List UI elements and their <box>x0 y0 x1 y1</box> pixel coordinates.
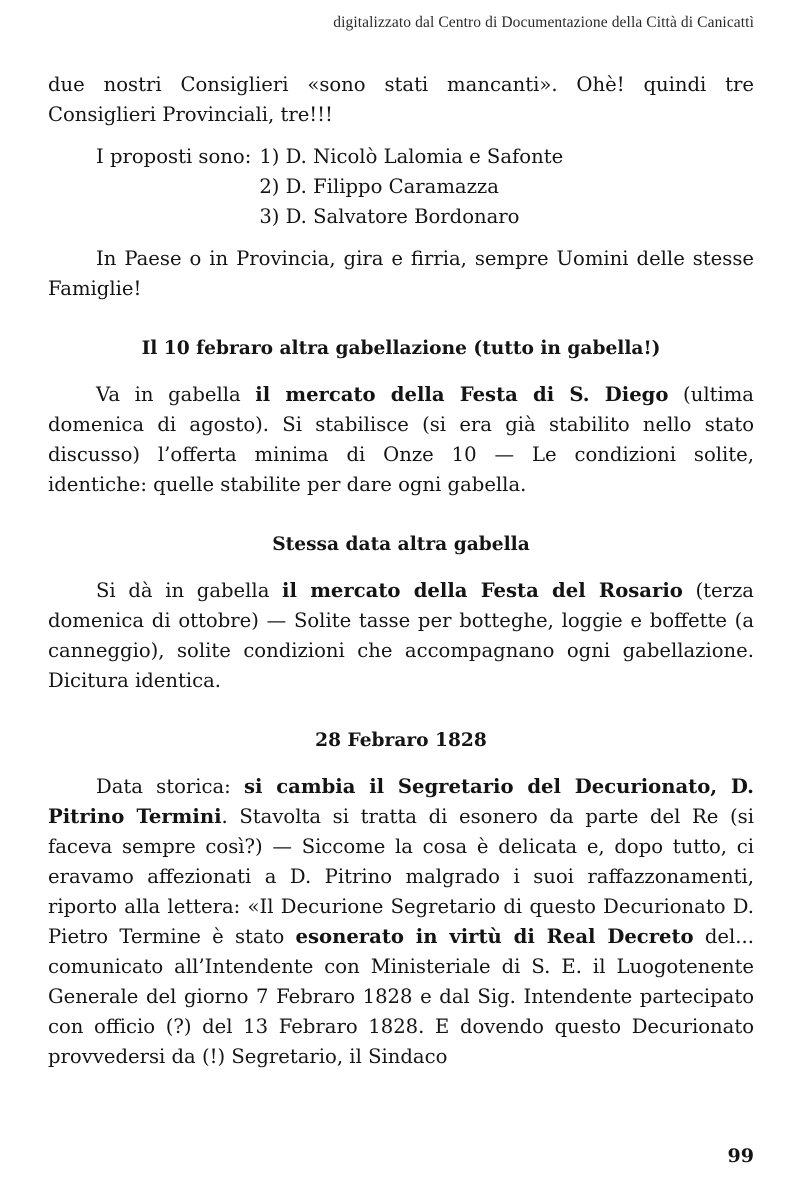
continuation-paragraph: due nostri Consiglieri «sono stati mancanti». Ohè! quindi tre Consiglieri Provinciali, tre!!! <box>48 73 754 126</box>
emphasis: esonerato in virtù di Real Decreto <box>295 925 694 948</box>
families-paragraph: In Paese o in Provincia, gira e firria, sempre Uomini delle stesse Famiglie! <box>48 247 754 300</box>
page-number: 99 <box>727 1145 754 1167</box>
emphasis: si cambia il Segretario del Decurionato, D. Pitrino Termini <box>48 775 754 828</box>
proposed-item-1: 1) D. Nicolò Lalomia e Safonte <box>259 145 564 168</box>
proposed-item-2: 2) D. Filippo Caramazza <box>259 175 499 198</box>
section-heading-1: Il 10 febraro altra gabellazione (tutto in gabella!) <box>141 338 661 359</box>
section-3-paragraph: Data storica: si cambia il Segretario del Decurionato, D. Pitrino Termini. Stavolta si tratta di esonero da parte del Re (si faceva sempre così?) — Siccome la cosa è delicata e, dopo tutto, ci eravamo affezionati a D. Pitrino malgrado i suoi raffazzonamenti, riporto alla lettera: «Il Decurione Segretario di questo Decurionato D. Pietro Termine è stato esonerato in virtù di Real Decreto del... comunicato all’Intendente con Ministeriale di S. E. il Luogotenente Generale del giorno 7 Febraro 1828 e dal Sig. Intendente partecipato con officio (?) del 13 Febraro 1828. E dovendo questo Decurionato provvedersi da (!) Segretario, il Sindaco <box>48 775 754 1068</box>
section-1-paragraph: Va in gabella il mercato della Festa di S. Diego (ultima domenica di agosto). Si stabilisce (si era già stabilito nello stato discusso) l’offerta minima di Onze 10 — Le condizioni solite, identiche: quelle stabilite per dare ogni gabella. <box>48 383 754 496</box>
emphasis: il mercato della Festa di S. Diego <box>255 383 669 406</box>
proposed-lead: I proposti sono: <box>96 145 252 168</box>
emphasis: il mercato della Festa del Rosario <box>282 579 683 602</box>
digitization-credit: digitalizzato dal Centro di Documentazione della Città di Canicattì <box>333 14 754 31</box>
section-heading-2: Stessa data altra gabella <box>272 534 530 555</box>
section-2-paragraph: Si dà in gabella il mercato della Festa del Rosario (terza domenica di ottobre) — Solite tasse per botteghe, loggie e boffette (a canneggio), solite condizioni che accompagnano ogni gabellazione. Dicitura identica. <box>48 579 754 692</box>
page-body <box>48 70 754 1072</box>
proposed-list <box>96 142 563 232</box>
section-heading-3: 28 Febraro 1828 <box>315 730 487 751</box>
proposed-item-3: 3) D. Salvatore Bordonaro <box>259 205 520 228</box>
